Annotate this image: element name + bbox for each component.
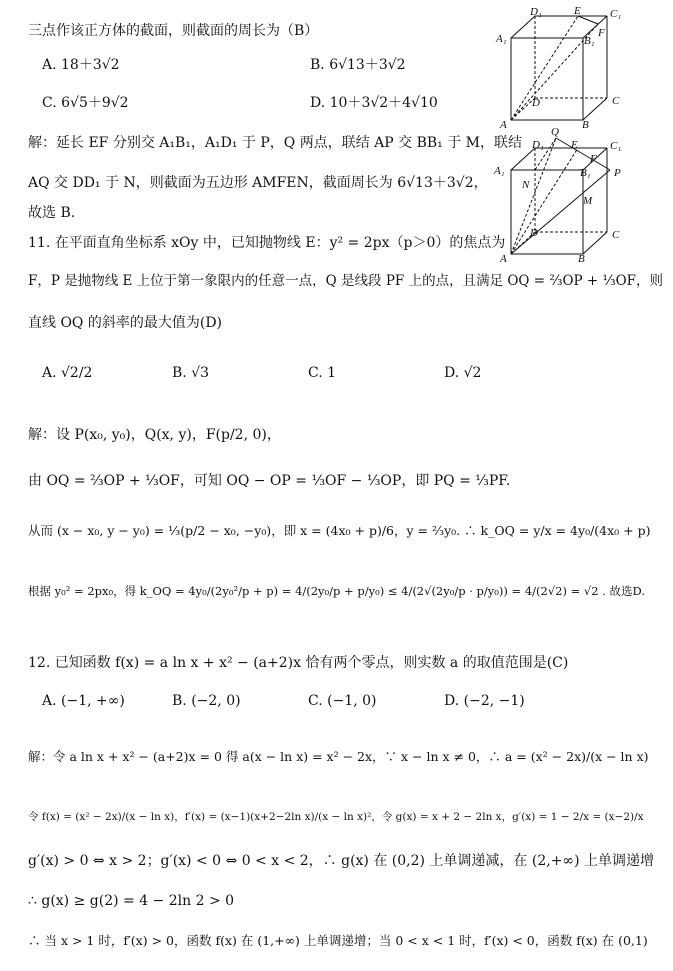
fig1-label-b1: B₁	[584, 35, 595, 47]
q12-solution-line-3: g′(x) > 0 ⇔ x > 2；g′(x) < 0 ⇔ 0 < x < 2，∴ g(x) 在 (0,2) 上单调递减，在 (2,+∞) 上单调递增	[28, 853, 655, 869]
fig2-label-n: N	[522, 179, 530, 191]
fig2-label-f: F	[590, 153, 597, 165]
q11-option-b: B. √3	[172, 365, 210, 381]
fig2-label-c1: C₁	[610, 140, 622, 152]
fig2-label-c: C	[612, 229, 620, 241]
q12-solution-line-1: 解：令 a ln x + x² − (a+2)x = 0 得 a(x − ln x) = x² − 2x，∵ x − ln x ≠ 0，∴ a = (x² − 2x)/(x − ln x)	[28, 749, 649, 764]
q11-option-a: A. √2/2	[42, 365, 93, 381]
fig1-label-d: D	[532, 97, 540, 109]
q10-option-c: C. 6√5＋9√2	[42, 95, 129, 111]
fig2-label-b: B	[578, 253, 585, 262]
q12-option-b: B. (−2, 0)	[172, 693, 241, 709]
q12-solution-line-2: 令 f(x) = (x² − 2x)/(x − ln x)，f′(x) = (x−1)(x+2−2ln x)/(x − ln x)²，令 g(x) = x + 2 − 2ln x，g′(x) = 1 − 2/x = (x−2)/x	[28, 811, 644, 823]
cube-figure-2	[494, 124, 644, 262]
q12-solution-line-4: ∴ g(x) ≥ g(2) = 4 − 2ln 2 > 0	[28, 893, 235, 909]
cube-figure-1	[494, 4, 644, 130]
q11-solution-line-2: 由 OQ = ⅔OP + ⅓OF，可知 OQ − OP = ⅓OF − ⅓OP，即 PQ = ⅓PF.	[28, 473, 511, 489]
q11-option-d: D. √2	[444, 365, 482, 381]
q10-option-a: A. 18＋3√2	[42, 57, 120, 73]
fig1-label-b: B	[582, 119, 589, 130]
fig1-label-f: F	[598, 27, 605, 39]
fig2-label-q: Q	[551, 126, 559, 138]
q10-solution-line-3: 故选 B.	[28, 205, 76, 221]
fig2-label-d1: D₁	[532, 139, 544, 151]
fig2-label-a1: A₁	[494, 165, 505, 177]
q11-stem-line-2: F，P 是抛物线 E 上位于第一象限内的任意一点，Q 是线段 PF 上的点，且满足 OQ = ⅔OP + ⅓OF，则	[28, 273, 664, 289]
fig1-label-d1: D₁	[530, 6, 542, 18]
q12-stem: 12. 已知函数 f(x) = a ln x + x² − (a+2)x 恰有两个零点，则实数 a 的取值范围是(C)	[28, 655, 569, 671]
q12-option-c: C. (−1, 0)	[308, 693, 377, 709]
fig1-label-c: C	[612, 95, 620, 107]
q11-solution-line-4: 根据 y₀² = 2px₀，得 k_OQ = 4y₀/(2y₀²/p + p) = 4/(2y₀/p + p/y₀) ≤ 4/(2√(2y₀/p · p/y₀)) = 4/(2√2) = √2 . 故选D.	[28, 584, 645, 598]
q10-solution-line-1: 解：延长 EF 分别交 A₁B₁，A₁D₁ 于 P，Q 两点，联结 AP 交 BB₁ 于 M，联结	[28, 135, 523, 151]
fig2-label-d: D	[530, 227, 538, 239]
q10-solution-line-2: AQ 交 DD₁ 于 N，则截面为五边形 AMFEN，截面周长为 6√13＋3√2，	[28, 175, 488, 191]
q11-stem-line-1: 11. 在平面直角坐标系 xOy 中，已知抛物线 E：y² = 2px（p＞0）的焦点为	[28, 235, 506, 251]
fig2-label-p: P	[614, 167, 621, 179]
fig1-label-a: A	[500, 119, 507, 130]
fig2-label-a: A	[500, 253, 507, 262]
q12-option-a: A. (−1, +∞)	[42, 693, 125, 709]
fig1-label-c1: C₁	[610, 8, 622, 20]
fig1-label-a1: A₁	[496, 33, 507, 45]
fig2-label-b1: B₁	[580, 167, 591, 179]
fig2-label-e: E	[571, 139, 578, 151]
q12-option-d: D. (−2, −1)	[444, 693, 525, 709]
q11-solution-line-3: 从而 (x − x₀, y − y₀) = ⅓(p/2 − x₀, −y₀)，即 x = (4x₀ + p)/6，y = ⅔y₀. ∴ k_OQ = y/x = 4y₀/(4x₀ + p)	[28, 523, 651, 538]
q12-solution-line-5: ∴ 当 x > 1 时，f′(x) > 0，函数 f(x) 在 (1,+∞) 上单调递增；当 0 < x < 1 时，f′(x) < 0，函数 f(x) 在 (0,1)	[28, 933, 648, 948]
q11-solution-line-1: 解：设 P(x₀, y₀)，Q(x, y)，F(p/2, 0)，	[28, 427, 281, 443]
fig1-label-e: E	[574, 5, 581, 17]
q10-option-b: B. 6√13＋3√2	[310, 57, 406, 73]
q10-option-d: D. 10＋3√2＋4√10	[310, 95, 438, 111]
q11-stem-line-3: 直线 OQ 的斜率的最大值为(D)	[28, 315, 223, 331]
fig2-label-m: M	[583, 195, 593, 207]
q11-option-c: C. 1	[308, 365, 337, 381]
q10-stem: 三点作该正方体的截面，则截面的周长为（B）	[28, 23, 319, 39]
